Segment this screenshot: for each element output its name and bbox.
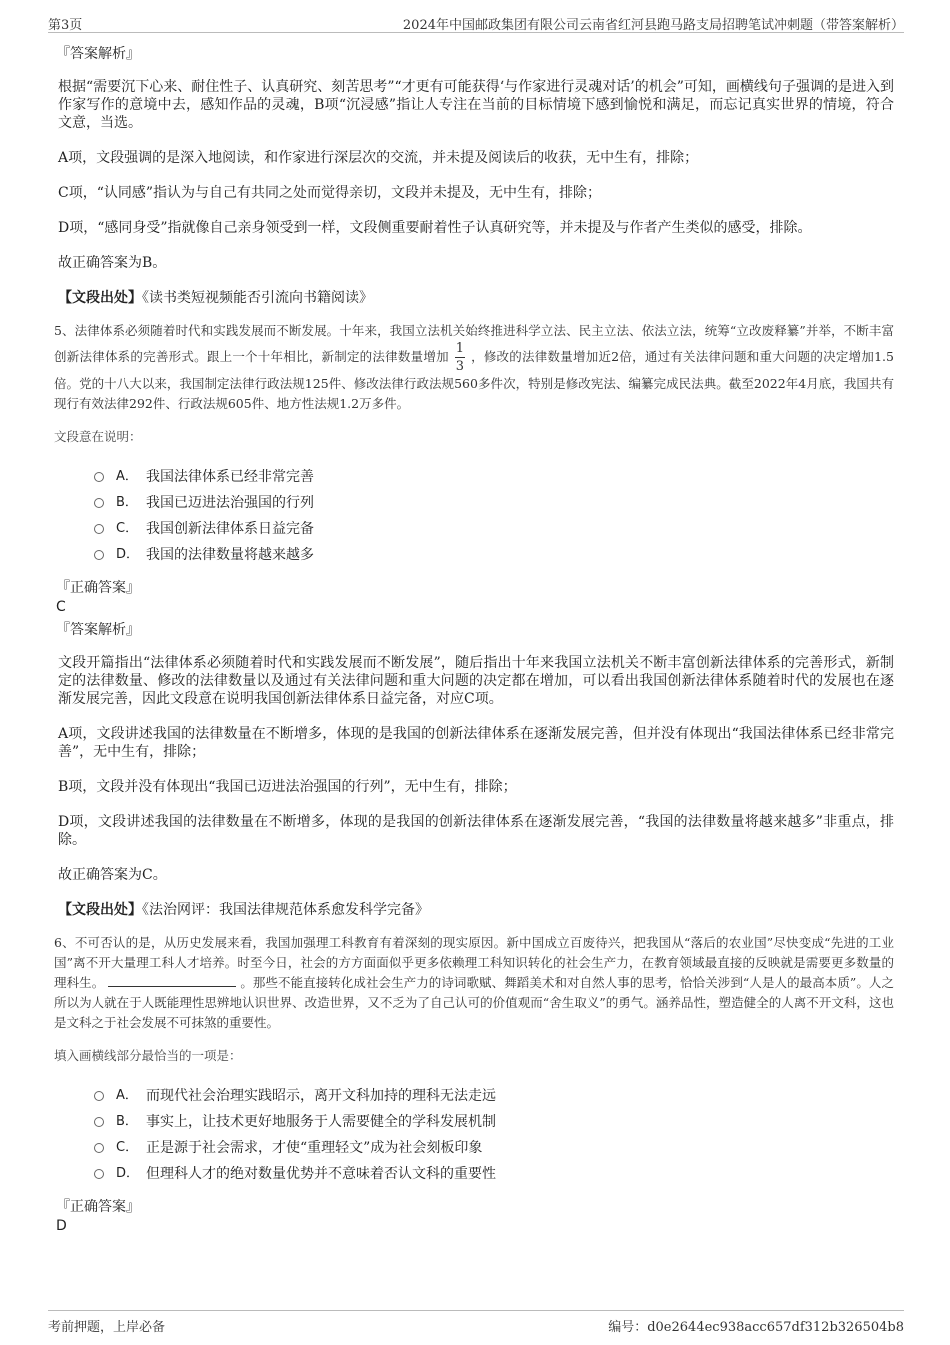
option-b[interactable] <box>94 490 894 516</box>
radio-icon[interactable] <box>94 1117 104 1127</box>
option-letter: B． <box>116 1114 138 1129</box>
option-text: 而现代社会治理实践昭示，离开文科加持的理科无法走远 <box>146 1088 496 1104</box>
option-letter: B． <box>116 495 138 510</box>
option-a[interactable] <box>94 1083 894 1109</box>
option-letter: C． <box>116 521 139 536</box>
question-6-text-part: 。那些不能直接转化成社会生产力的诗词歌赋、舞蹈美术和对自然人事的思考，恰恰关涉到“人是人的最高本质”。人之所以为人就在于人既能理性思辨地认识世界、改造世界，又不乏为了自己认可的价值观而“舍生取义”的勇气。涵养品性，塑造健全的人离不开文科，这也是文科之于社会发展不可抹煞的重要性。 <box>54 975 894 1030</box>
source-title: 《读书类短视频能否引流向书籍阅读》 <box>142 290 373 306</box>
option-text: 我国的法律数量将越来越多 <box>146 547 314 563</box>
option-text: 事实上，让技术更好地服务于人需要健全的学科发展机制 <box>146 1114 496 1130</box>
correct-answer-label: 『正确答案』 <box>56 1199 140 1215</box>
fraction-denominator: 3 <box>455 359 464 374</box>
page-content <box>56 44 894 1239</box>
source-tag: 【文段出处】 <box>58 290 142 306</box>
fraction <box>455 341 465 374</box>
option-letter: C． <box>116 1140 139 1155</box>
question-6-options <box>94 1083 894 1187</box>
source-title: 《法治网评：我国法律规范体系愈发科学完备》 <box>142 902 429 918</box>
question-5-options <box>94 464 894 568</box>
option-b[interactable] <box>94 1109 894 1135</box>
question-6-prompt: 填入画横线部分最恰当的一项是： <box>54 1048 242 1063</box>
correct-answer: C <box>56 599 66 615</box>
document-code: 编号：d0e2644ec938acc657df312b326504b8 <box>608 1320 904 1335</box>
radio-icon[interactable] <box>94 498 104 508</box>
question-5-text-part: 5、法律体系必须随着时代和实践发展而不断发展。十年来，我国立法机关始终推进科学立法、民主立法、依法立法，统筹“立改废释纂”并举，不断丰富创新法律体系的完善形式。跟上一个十年相比，新制定的法律数量增加 <box>54 323 894 364</box>
document-title: 2024年中国邮政集团有限公司云南省红河县跑马路支局招聘笔试冲刺题（带答案解析） <box>402 18 904 33</box>
question-5-text-part: ，修改的法律数量增加近2倍，通过有关法律问题和重大问题的决定增加1.5倍。党的十八大以来，我国制定法律行政法规125件、修改法律行政法规560多件次，特别是修改宪法、编纂完成民法典。截至2022年4月底，我国共有现行有效法律292件、行政法规605件、地方性法规1.2万多件。 <box>54 349 894 411</box>
source-citation <box>56 901 894 919</box>
analysis-label: 『答案解析』 <box>56 622 140 638</box>
question-6-text-part: 6、不可否认的是，从历史发展来看，我国加强理工科教育有着深刻的现实原因。新中国成立百废待兴，把我国从“落后的农业国”尽快变成“先进的工业国”离不开大量理工科人才培养。时至今日，社会的方方面面似乎更多依赖理工科知识转化的社会生产力，在教育领域最直接的反映就是需要更多数量的理科生。 <box>54 935 894 990</box>
page-header <box>48 10 904 33</box>
correct-answer-label: 『正确答案』 <box>56 580 140 596</box>
fraction-bar <box>455 357 465 358</box>
option-text: 正是源于社会需求，才使“重理轻文”成为社会刻板印象 <box>146 1140 483 1156</box>
option-text: 但理科人才的绝对数量优势并不意味着否认文科的重要性 <box>146 1166 496 1182</box>
radio-icon[interactable] <box>94 1143 104 1153</box>
analysis-conclusion: 故正确答案为C。 <box>58 867 167 883</box>
option-c[interactable] <box>94 1135 894 1161</box>
analysis-paragraph: B项，文段并没有体现出“我国已迈进法治强国的行列”，无中生有，排除； <box>58 779 517 795</box>
fraction-numerator: 1 <box>455 341 464 356</box>
source-citation <box>56 289 894 307</box>
page-footer <box>48 1310 904 1337</box>
question-5-text <box>54 321 894 414</box>
option-a[interactable] <box>94 464 894 490</box>
option-text: 我国创新法律体系日益完备 <box>146 521 314 537</box>
correct-answer: D <box>56 1218 67 1234</box>
radio-icon[interactable] <box>94 550 104 560</box>
analysis-label: 『答案解析』 <box>56 46 140 62</box>
fill-blank-line <box>108 974 236 987</box>
analysis-paragraph: 根据“需要沉下心来、耐住性子、认真研究、刻苦思考”“才更有可能获得‘与作家进行灵魂对话’的机会”可知，画横线句子强调的是进入到作家写作的意境中去，感知作品的灵魂，B项“沉浸感”指让人专注在当前的目标情境下感到愉悦和满足，而忘记真实世界的情境，符合文意，当选。 <box>58 79 894 131</box>
option-d[interactable] <box>94 542 894 568</box>
option-letter: A． <box>116 1088 138 1103</box>
option-letter: D． <box>116 1166 140 1181</box>
analysis-paragraph: 文段开篇指出“法律体系必须随着时代和实践发展而不断发展”，随后指出十年来我国立法机关不断丰富创新法律体系的完善形式，新制定的法律数量、修改的法律数量以及通过有关法律问题和重大问题的决定都在增加，可以看出我国创新法律体系随着时代的发展也在逐渐发展完善，因此文段意在说明我国创新法律体系日益完备，对应C项。 <box>58 655 894 707</box>
source-tag: 【文段出处】 <box>58 902 142 918</box>
analysis-paragraph: D项，文段讲述我国的法律数量在不断增多，体现的是我国的创新法律体系在逐渐发展完善，“我国的法律数量将越来越多”非重点，排除。 <box>58 814 894 848</box>
option-text: 我国法律体系已经非常完善 <box>146 469 314 485</box>
option-c[interactable] <box>94 516 894 542</box>
option-text: 我国已迈进法治强国的行列 <box>146 495 314 511</box>
radio-icon[interactable] <box>94 1169 104 1179</box>
radio-icon[interactable] <box>94 524 104 534</box>
analysis-paragraph: D项，“感同身受”指就像自己亲身领受到一样，文段侧重要耐着性子认真研究等，并未提及与作者产生类似的感受，排除。 <box>58 220 812 236</box>
page-number: 第3页 <box>48 18 83 33</box>
radio-icon[interactable] <box>94 1091 104 1101</box>
question-5-prompt: 文段意在说明： <box>54 429 142 444</box>
question-6-text <box>54 933 894 1033</box>
analysis-conclusion: 故正确答案为B。 <box>58 255 167 271</box>
option-letter: A． <box>116 469 138 484</box>
option-letter: D． <box>116 547 140 562</box>
analysis-paragraph: C项，“认同感”指认为与自己有共同之处而觉得亲切，文段并未提及，无中生有，排除； <box>58 185 602 201</box>
analysis-paragraph: A项，文段讲述我国的法律数量在不断增多，体现的是我国的创新法律体系在逐渐发展完善，但并没有体现出“我国法律体系已经非常完善”，无中生有，排除； <box>58 726 894 760</box>
radio-icon[interactable] <box>94 472 104 482</box>
footer-slogan: 考前押题，上岸必备 <box>48 1320 166 1335</box>
analysis-paragraph: A项，文段强调的是深入地阅读，和作家进行深层次的交流，并未提及阅读后的收获，无中生有，排除； <box>58 150 699 166</box>
option-d[interactable] <box>94 1161 894 1187</box>
